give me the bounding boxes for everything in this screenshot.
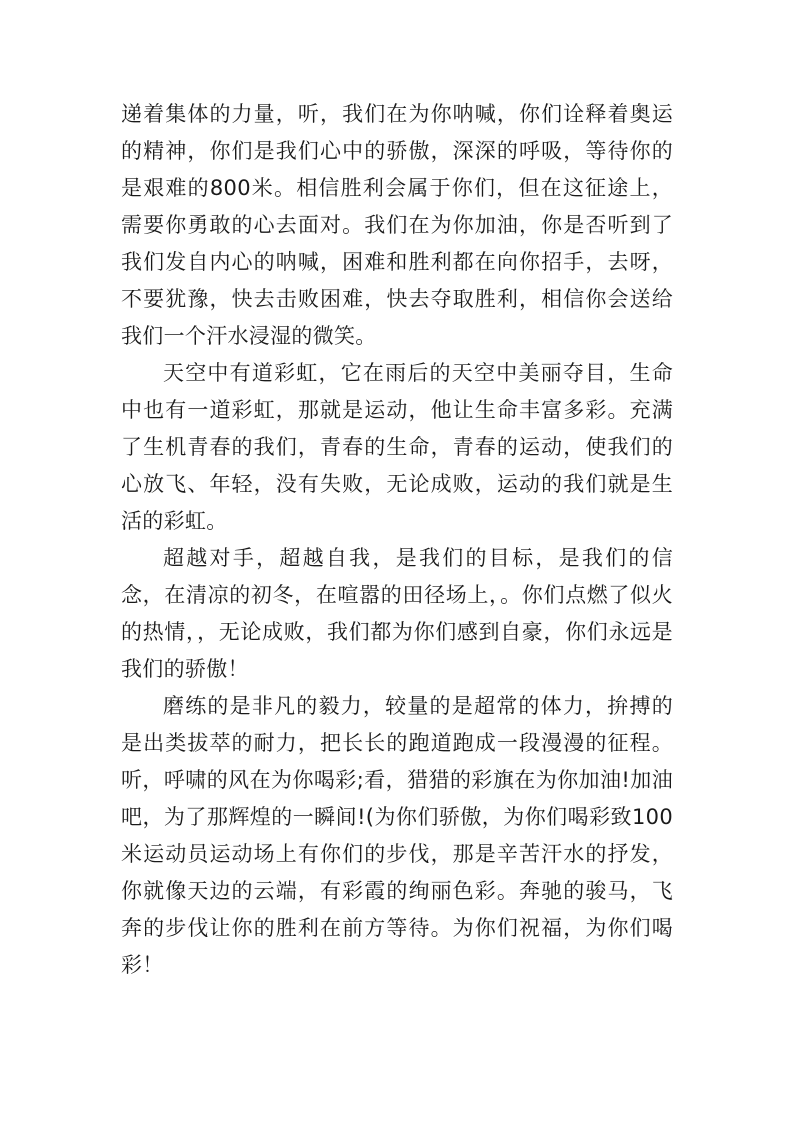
- paragraph-2: 天空中有道彩虹，它在雨后的天空中美丽夺目，生命中也有一道彩虹，那就是运动，他让生命丰富多彩。充满了生机青春的我们，青春的生命，青春的运动，使我们的心放飞、年轻，没有失败，无论成败，运动的我们就是生活的彩虹。: [121, 361, 673, 533]
- paragraph-3: 超越对手，超越自我，是我们的目标，是我们的信念，在清凉的初冬，在喧嚣的田径场上，。你们点燃了似火的热情，，无论成败，我们都为你们感到自豪，你们永远是我们的骄傲！: [121, 546, 673, 681]
- paragraph-1: 递着集体的力量，听，我们在为你呐喊，你们诠释着奥运的精神，你们是我们心中的骄傲，深深的呼吸，等待你的是艰难的800米。相信胜利会属于你们，但在这征途上，需要你勇敢的心去面对。我们在为你加油，你是否听到了我们发自内心的呐喊，困难和胜利都在向你招手，去呀，不要犹豫，快去击败困难，快去夺取胜利，相信你会送给我们一个汗水浸湿的微笑。: [121, 102, 673, 348]
- paragraph-4: 磨练的是非凡的毅力，较量的是超常的体力，拚搏的是出类拔萃的耐力，把长长的跑道跑成一段漫漫的征程。听，呼啸的风在为你喝彩;看，猎猎的彩旗在为你加油!加油吧，为了那辉煌的一瞬间!(为你们骄傲，为你们喝彩致100米运动员运动场上有你们的步伐，那是辛苦汗水的抒发，你就像天边的云端，有彩霞的绚丽色彩。奔驰的骏马，飞奔的步伐让你的胜利在前方等待。为你们祝福，为你们喝彩！: [121, 694, 673, 977]
